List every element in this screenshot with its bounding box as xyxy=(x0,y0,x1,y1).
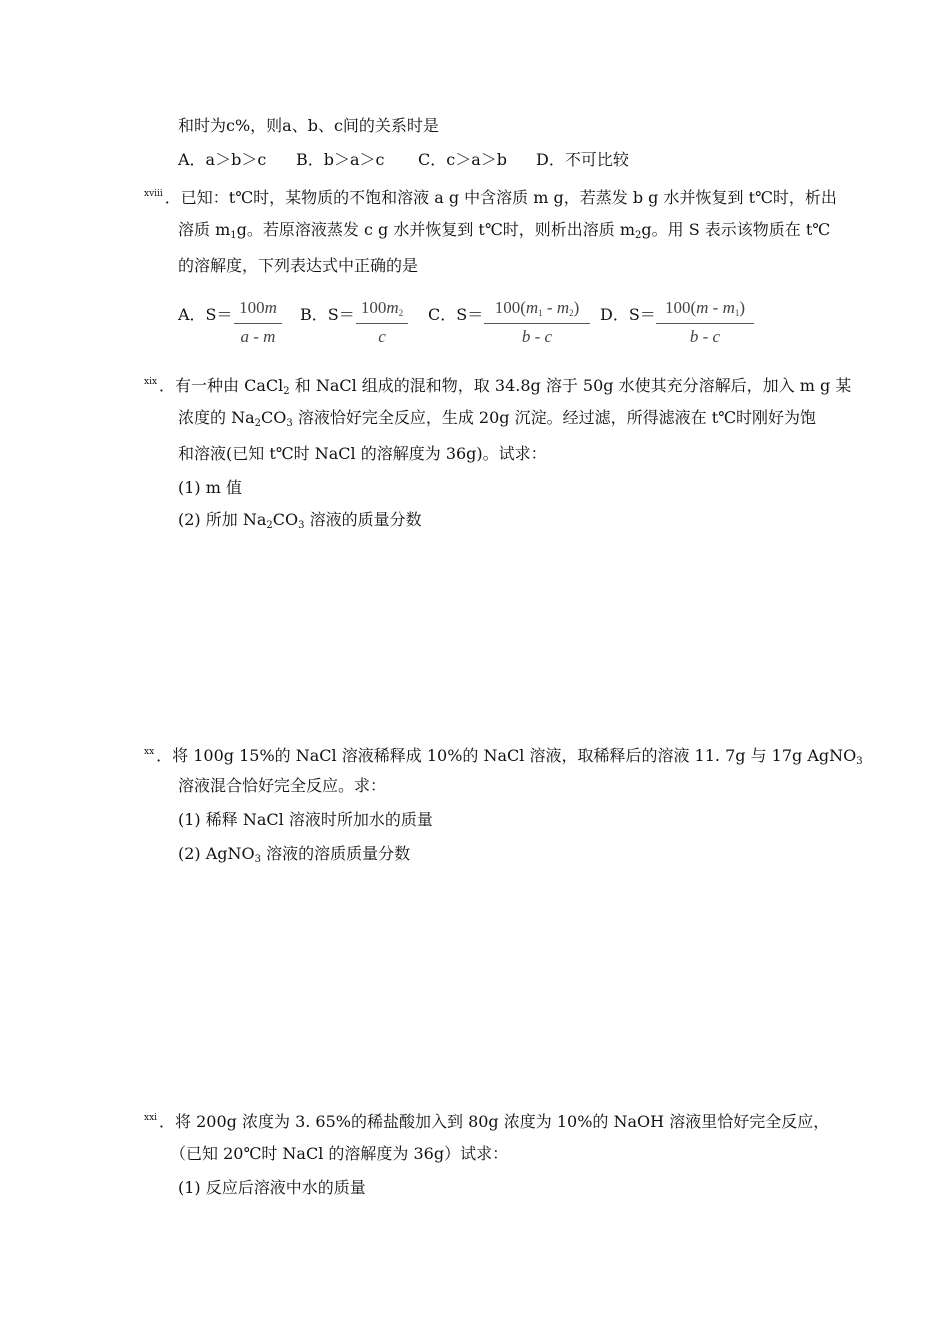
q19-subquestion-1: (1) m 值 xyxy=(178,478,243,497)
q20-line1: $^{xx}$ ．将 100g 15%的 NaCl 溶液稀释成 10%的 NaCl 溶液，取稀释后的溶液 11. 7g 与 17g AgNO$_3$ xyxy=(144,746,863,767)
q21-line2: （已知 20℃时 NaCl 的溶解度为 36g）试求： xyxy=(170,1144,509,1163)
q21-number: xxi xyxy=(144,1113,158,1123)
q17-option-c[interactable]: C．c＞a＞b xyxy=(418,150,507,169)
q18-option-c[interactable]: C．S＝ $100(m_1 - m_2)$ b - c xyxy=(428,296,594,348)
q18-line2: 溶质 $m_1g$。若原溶液蒸发 c g 水并恢复到 t℃时，则析出溶质 $m_2g$。用 S 表示该物质在 t℃ xyxy=(178,220,831,241)
q17-option-b[interactable]: B．b＞a＞c xyxy=(296,150,385,169)
q20-subquestion-2: (2) AgNO$_3$ 溶液的溶质质量分数 xyxy=(178,844,411,865)
q21-line1: $^{xxi}$ ．将 200g 浓度为 3. 65%的稀盐酸加入到 80g 浓度为 10%的 NaOH 溶液里恰好完全反应， xyxy=(144,1112,830,1131)
q21-subquestion-1: (1) 反应后溶液中水的质量 xyxy=(178,1178,366,1197)
q18-line1-text: ．已知：t℃时，某物质的不饱和溶液 a g 中含溶质 m g，若蒸发 b g 水并恢复到 t℃时，析出 xyxy=(164,188,837,207)
q19-line2: 浓度的 $Na_2CO_3$ 溶液恰好完全反应，生成 20g 沉淀。经过滤，所得滤液在 t℃时刚好为饱 xyxy=(178,408,817,429)
q18-line1 xyxy=(144,184,837,208)
q18-line3: 的溶解度，下列表达式中正确的是 xyxy=(178,256,419,275)
q18-option-d[interactable]: D．S＝ $100(m - m_1)$ b - c xyxy=(600,296,760,348)
q20-subquestion-1: (1) 稀释 NaCl 溶液时所加水的质量 xyxy=(178,810,433,829)
q18-option-b[interactable]: B．S＝ $100m_2$ c xyxy=(300,296,412,348)
q17-option-a[interactable]: A．a＞b＞c xyxy=(178,150,267,169)
q19-number: xix xyxy=(144,377,158,387)
q17-options xyxy=(178,150,629,170)
q17-option-d[interactable]: D．不可比较 xyxy=(536,150,629,169)
q18-option-a[interactable]: A．S＝ 100m a - m xyxy=(178,296,288,348)
q17-text-tail: 和时为c%，则a、b、c间的关系时是 xyxy=(178,116,439,135)
q18-number: xviii xyxy=(144,189,163,199)
q19-line3: 和溶液(已知 t℃时 NaCl 的溶解度为 36g)。试求： xyxy=(178,444,547,463)
q19-line1: $^{xix}$ ．有一种由 CaCl$_2$ 和 NaCl 组成的混和物，取 34.8g 溶于 50g 水使其充分溶解后，加入 m g 某 xyxy=(144,376,852,397)
q19-subquestion-2: (2) 所加 $Na_2CO_3$ 溶液的质量分数 xyxy=(178,510,422,531)
q20-line2: 溶液混合恰好完全反应。求： xyxy=(178,776,387,795)
q20-number: xx xyxy=(144,747,155,757)
